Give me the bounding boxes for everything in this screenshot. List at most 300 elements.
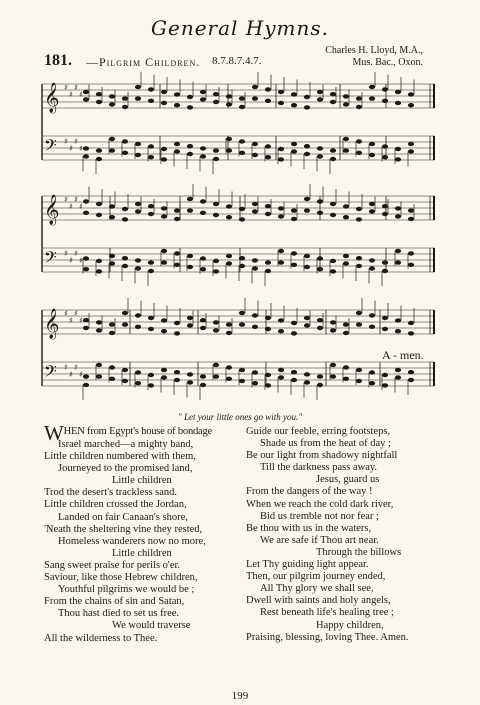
note-head: [252, 381, 258, 385]
note-head: [161, 249, 167, 253]
note-head: [317, 90, 323, 94]
note-head: [148, 373, 154, 377]
note-head: [226, 331, 232, 335]
sharp-icon: ♯: [74, 137, 78, 146]
note-head: [148, 155, 154, 159]
verse-line: Sang sweet praise for perils o'er.: [44, 559, 181, 571]
note-head: [304, 197, 310, 201]
verse-line: Little children numbered with them,: [44, 451, 196, 463]
note-head: [304, 208, 310, 212]
note-head: [187, 323, 193, 327]
note-head: [239, 322, 245, 326]
note-head: [200, 318, 206, 322]
note-head: [135, 325, 141, 329]
note-head: [278, 214, 284, 218]
sharp-icon: ♯: [69, 316, 73, 325]
note-head: [317, 256, 323, 260]
sharp-icon: ♯: [64, 83, 68, 92]
note-head: [265, 204, 271, 208]
note-head: [304, 95, 310, 99]
note-head: [330, 269, 336, 273]
note-head: [83, 318, 89, 322]
note-head: [369, 209, 375, 213]
note-head: [96, 320, 102, 324]
amen-label: A - men.: [382, 348, 424, 362]
note-head: [109, 102, 115, 106]
note-head: [356, 139, 362, 143]
hymn-number: 181.: [44, 52, 72, 69]
bass-clef-icon: 𝄢: [44, 135, 57, 159]
note-head: [369, 266, 375, 270]
note-head: [135, 370, 141, 374]
note-head: [382, 204, 388, 208]
note-head: [135, 153, 141, 157]
note-head: [317, 267, 323, 271]
note-head: [226, 322, 232, 326]
sharp-icon: ♯: [74, 363, 78, 372]
verse-line: Be thou with us in the waters,: [246, 522, 372, 534]
note-head: [343, 148, 349, 152]
sharp-icon: ♯: [79, 370, 83, 379]
verse-line: We are safe if Thou art near.: [260, 534, 379, 546]
note-head: [83, 146, 89, 150]
note-head: [382, 260, 388, 264]
note-head: [161, 318, 167, 322]
note-head: [369, 381, 375, 385]
note-head: [96, 328, 102, 332]
note-head: [200, 199, 206, 203]
note-head: [382, 373, 388, 377]
note-head: [343, 254, 349, 258]
note-head: [330, 100, 336, 104]
note-head: [291, 370, 297, 374]
note-head: [174, 103, 180, 107]
note-head: [304, 316, 310, 320]
note-head: [252, 313, 258, 317]
note-head: [213, 148, 219, 152]
note-head: [109, 215, 115, 219]
note-head: [278, 90, 284, 94]
note-head: [291, 378, 297, 382]
note-head: [408, 263, 414, 267]
note-head: [148, 204, 154, 208]
sharp-icon: ♯: [74, 309, 78, 318]
verse-line: We would traverse: [112, 620, 191, 632]
note-head: [382, 383, 388, 387]
verse-line: Till the darkness pass away.: [260, 462, 378, 474]
music-system-3: [30, 298, 442, 404]
verse-line: Journeyed to the promised land,: [58, 463, 193, 475]
note-head: [174, 370, 180, 374]
note-head: [226, 254, 232, 258]
note-head: [174, 251, 180, 255]
note-head: [278, 368, 284, 372]
note-head: [291, 263, 297, 267]
note-head: [395, 206, 401, 210]
note-head: [395, 318, 401, 322]
note-head: [174, 149, 180, 153]
note-head: [317, 326, 323, 330]
note-head: [187, 316, 193, 320]
verse-line: WHEN from Egypt's house of bondage: [44, 421, 213, 445]
note-head: [109, 148, 115, 152]
note-head: [252, 142, 258, 146]
note-head: [109, 261, 115, 265]
note-head: [395, 101, 401, 105]
running-head: General Hymns.: [151, 16, 329, 40]
note-head: [213, 157, 219, 161]
note-head: [122, 368, 128, 372]
note-head: [226, 94, 232, 98]
note-head: [356, 368, 362, 372]
note-head: [148, 99, 154, 103]
note-head: [330, 363, 336, 367]
note-head: [304, 380, 310, 384]
verse-line: Then, our pilgrim journey ended,: [246, 571, 386, 583]
note-head: [291, 92, 297, 96]
note-head: [187, 152, 193, 156]
note-head: [252, 325, 258, 329]
note-head: [187, 197, 193, 201]
note-head: [265, 87, 271, 91]
note-head: [356, 322, 362, 326]
note-head: [330, 202, 336, 206]
note-head: [343, 94, 349, 98]
note-head: [369, 370, 375, 374]
verse-line: Saviour, like those Hebrew children,: [44, 572, 198, 584]
page-number: 199: [231, 690, 249, 702]
sharp-icon: ♯: [64, 137, 68, 146]
note-head: [408, 251, 414, 255]
note-head: [278, 329, 284, 333]
hymn-title: —Pilgrim Children.: [86, 55, 201, 69]
note-head: [109, 365, 115, 369]
note-head: [200, 154, 206, 158]
note-head: [213, 100, 219, 104]
note-head: [408, 217, 414, 221]
note-head: [239, 311, 245, 315]
note-head: [83, 90, 89, 94]
note-head: [252, 85, 258, 89]
note-head: [187, 254, 193, 258]
note-head: [83, 374, 89, 378]
note-head: [291, 149, 297, 153]
note-head: [200, 383, 206, 387]
note-head: [330, 92, 336, 96]
sharp-icon: ♯: [69, 90, 73, 99]
verse-line: When we reach the cold dark river,: [246, 498, 394, 510]
sharp-icon: ♯: [64, 195, 68, 204]
note-head: [239, 264, 245, 268]
note-head: [122, 151, 128, 155]
note-head: [382, 269, 388, 273]
note-head: [330, 320, 336, 324]
note-head: [356, 217, 362, 221]
note-head: [343, 102, 349, 106]
verse-line: Be our light from shadowy nightfall: [246, 450, 398, 462]
note-head: [187, 372, 193, 376]
note-head: [369, 325, 375, 329]
note-head: [317, 318, 323, 322]
note-head: [265, 316, 271, 320]
verse-line: Happy children,: [316, 619, 384, 631]
note-head: [213, 328, 219, 332]
note-head: [265, 373, 271, 377]
note-head: [239, 139, 245, 143]
note-head: [369, 142, 375, 146]
sharp-icon: ♯: [69, 256, 73, 265]
note-head: [148, 327, 154, 331]
verse-line: Praising, blessing, loving Thee. Amen.: [246, 631, 409, 643]
note-head: [213, 320, 219, 324]
verses-left-column: [44, 421, 244, 645]
note-head: [213, 363, 219, 367]
note-head: [109, 137, 115, 141]
note-head: [135, 266, 141, 270]
note-head: [382, 212, 388, 216]
verse-line: Little children: [112, 475, 172, 487]
note-head: [343, 331, 349, 335]
note-head: [200, 326, 206, 330]
note-head: [135, 209, 141, 213]
note-head: [226, 215, 232, 219]
treble-clef-icon: 𝄞: [44, 195, 60, 225]
note-head: [291, 331, 297, 335]
note-head: [304, 152, 310, 156]
note-head: [96, 269, 102, 273]
note-head: [395, 214, 401, 218]
note-head: [369, 313, 375, 317]
note-head: [122, 217, 128, 221]
note-head: [356, 256, 362, 260]
note-head: [408, 208, 414, 212]
note-head: [135, 142, 141, 146]
treble-clef-icon: 𝄞: [44, 83, 60, 113]
note-head: [382, 155, 388, 159]
note-head: [148, 316, 154, 320]
note-head: [291, 142, 297, 146]
note-head: [395, 375, 401, 379]
note-head: [304, 323, 310, 327]
note-head: [161, 375, 167, 379]
note-head: [226, 137, 232, 141]
note-head: [148, 260, 154, 264]
verse-line: Trod the desert's trackless sand.: [44, 487, 178, 499]
note-head: [174, 92, 180, 96]
epigraph: " Let your little ones go with you.": [177, 412, 303, 422]
note-head: [304, 144, 310, 148]
note-head: [213, 374, 219, 378]
note-head: [356, 105, 362, 109]
note-head: [304, 105, 310, 109]
note-head: [122, 322, 128, 326]
note-head: [369, 85, 375, 89]
note-head: [135, 85, 141, 89]
note-head: [317, 383, 323, 387]
note-head: [278, 318, 284, 322]
verse-line: All Thy glory we shall see,: [260, 583, 374, 595]
sharp-icon: ♯: [79, 202, 83, 211]
note-head: [343, 215, 349, 219]
verse-line: Shade us from the heat of day ;: [260, 438, 391, 450]
note-head: [200, 97, 206, 101]
note-head: [278, 206, 284, 210]
note-head: [96, 157, 102, 161]
note-head: [343, 365, 349, 369]
verse-line: Israel marched—a mighty band,: [58, 439, 194, 450]
note-head: [174, 378, 180, 382]
note-head: [96, 363, 102, 367]
note-head: [83, 256, 89, 260]
note-head: [278, 375, 284, 379]
note-head: [408, 142, 414, 146]
note-head: [356, 96, 362, 100]
sharp-icon: ♯: [69, 144, 73, 153]
note-head: [226, 365, 232, 369]
verse-line: Little children: [112, 547, 172, 559]
note-head: [213, 202, 219, 206]
verse-line: Youthful pilgrims we would be ;: [58, 584, 195, 596]
note-head: [395, 90, 401, 94]
note-head: [174, 217, 180, 221]
note-head: [265, 212, 271, 216]
note-head: [304, 265, 310, 269]
sharp-icon: ♯: [79, 316, 83, 325]
music-system-1: [30, 72, 442, 178]
sharp-icon: ♯: [74, 195, 78, 204]
music-system-2: [30, 184, 442, 290]
note-head: [200, 211, 206, 215]
note-head: [161, 147, 167, 151]
note-head: [343, 204, 349, 208]
note-head: [109, 377, 115, 381]
note-head: [161, 260, 167, 264]
note-head: [265, 327, 271, 331]
verse-line: Through the billows: [316, 546, 402, 558]
note-head: [135, 202, 141, 206]
verse-line: Little children crossed the Jordan,: [44, 499, 187, 511]
note-head: [395, 157, 401, 161]
note-head: [317, 374, 323, 378]
note-head: [239, 105, 245, 109]
composer-name: Charles H. Lloyd, M.A.,: [325, 45, 423, 56]
note-head: [278, 101, 284, 105]
note-head: [200, 90, 206, 94]
note-head: [122, 105, 128, 109]
note-head: [239, 217, 245, 221]
note-head: [382, 316, 388, 320]
verse-line: All the wilderness to Thee.: [44, 632, 158, 644]
note-head: [330, 148, 336, 152]
note-head: [135, 96, 141, 100]
note-head: [187, 95, 193, 99]
note-head: [213, 213, 219, 217]
note-head: [122, 139, 128, 143]
note-head: [122, 311, 128, 315]
note-head: [291, 208, 297, 212]
note-head: [330, 328, 336, 332]
note-head: [252, 209, 258, 213]
note-head: [382, 99, 388, 103]
note-head: [122, 207, 128, 211]
note-head: [252, 96, 258, 100]
note-head: [161, 90, 167, 94]
note-head: [343, 261, 349, 265]
note-head: [148, 212, 154, 216]
note-head: [395, 329, 401, 333]
sharp-icon: ♯: [64, 363, 68, 372]
note-head: [226, 204, 232, 208]
note-head: [226, 377, 232, 381]
note-head: [161, 329, 167, 333]
note-head: [83, 211, 89, 215]
note-head: [96, 374, 102, 378]
note-head: [265, 383, 271, 387]
note-head: [135, 381, 141, 385]
note-head: [239, 256, 245, 260]
note-head: [161, 101, 167, 105]
note-head: [213, 259, 219, 263]
note-head: [96, 213, 102, 217]
note-head: [382, 144, 388, 148]
note-head: [83, 267, 89, 271]
note-head: [395, 368, 401, 372]
note-head: [96, 202, 102, 206]
note-head: [317, 211, 323, 215]
verse-line: Dwell with saints and holy angels,: [246, 595, 391, 607]
note-head: [330, 374, 336, 378]
note-head: [187, 208, 193, 212]
composer-credit: [325, 45, 423, 69]
bass-clef-icon: 𝄢: [44, 361, 57, 385]
note-head: [122, 264, 128, 268]
note-head: [187, 265, 193, 269]
note-head: [382, 327, 388, 331]
note-head: [83, 326, 89, 330]
note-head: [135, 313, 141, 317]
note-head: [239, 96, 245, 100]
note-head: [148, 269, 154, 273]
note-head: [239, 368, 245, 372]
note-head: [109, 94, 115, 98]
note-head: [356, 311, 362, 315]
note-head: [356, 207, 362, 211]
sharp-icon: ♯: [79, 256, 83, 265]
composer-degree: Mus. Bac., Oxon.: [352, 57, 423, 68]
verse-line: Guide our feeble, erring footsteps,: [246, 426, 391, 437]
verse-line: From the dangers of the way !: [246, 486, 373, 498]
note-head: [122, 379, 128, 383]
note-head: [356, 264, 362, 268]
note-head: [174, 142, 180, 146]
note-head: [291, 217, 297, 221]
treble-clef-icon: 𝄞: [44, 309, 60, 339]
note-head: [161, 206, 167, 210]
verse-line: Bid us tremble not nor fear ;: [260, 510, 379, 522]
note-head: [200, 256, 206, 260]
verse-line: 'Neath the sheltering vine they rested,: [44, 523, 203, 535]
bass-clef-icon: 𝄢: [44, 247, 57, 271]
note-head: [83, 199, 89, 203]
note-head: [330, 213, 336, 217]
note-head: [278, 157, 284, 161]
note-head: [161, 157, 167, 161]
note-head: [252, 202, 258, 206]
note-head: [265, 269, 271, 273]
note-head: [96, 259, 102, 263]
sharp-icon: ♯: [69, 202, 73, 211]
note-head: [161, 214, 167, 218]
